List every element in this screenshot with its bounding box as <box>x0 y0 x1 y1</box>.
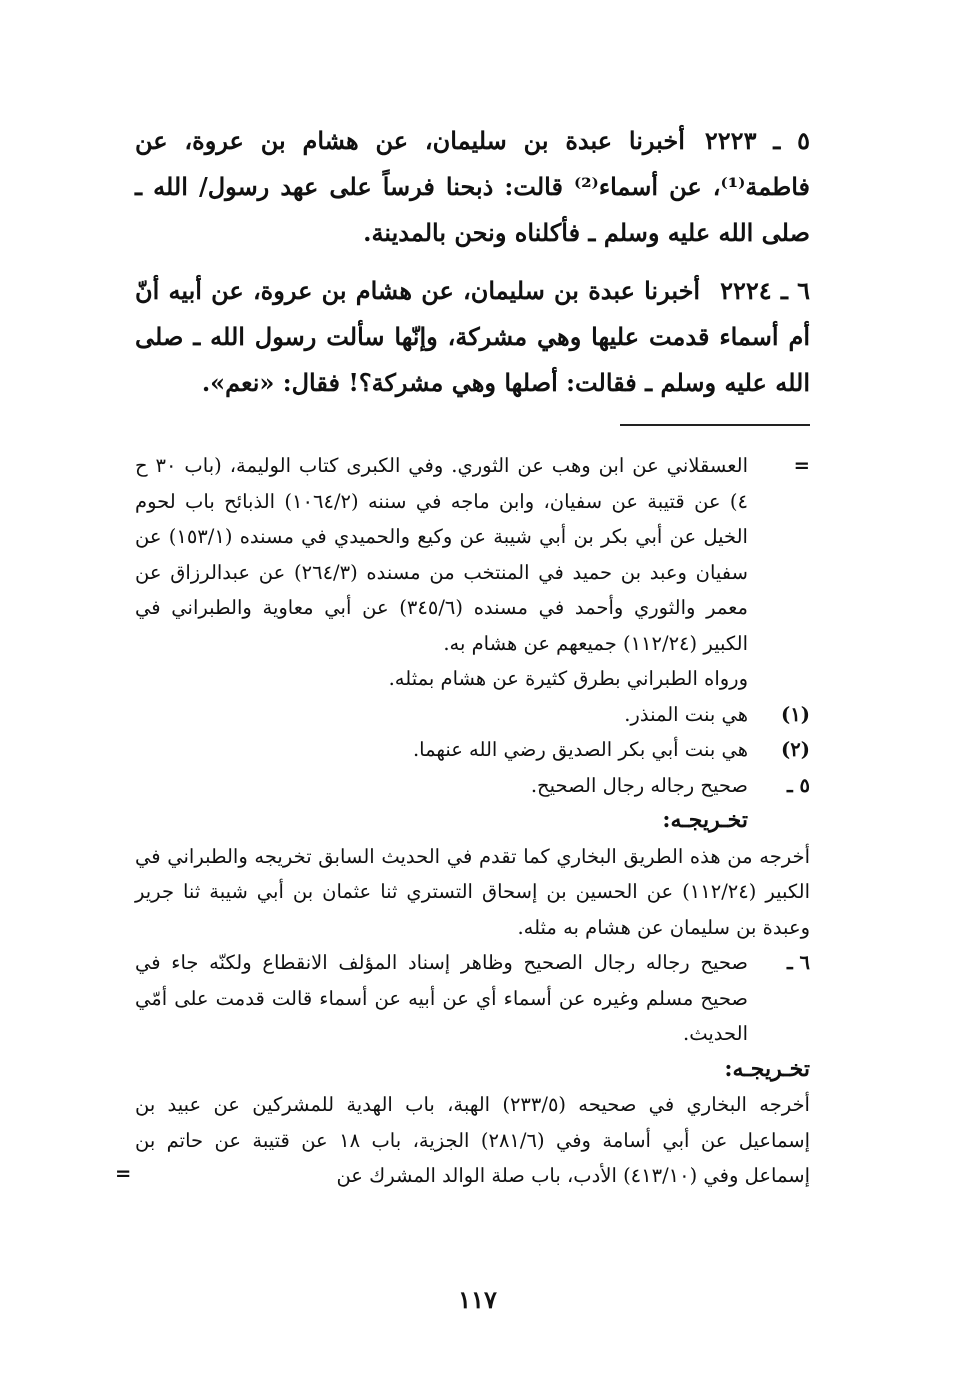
hadith-2224 <box>135 268 810 406</box>
hadith-text: أخبرنا عبدة بن سليمان، عن هشام بن عروة، عن أبيه أنّ أم أسماء قدمت عليها وهي مشركة، وإنّها سألت رسول الله ـ صلى الله عليه وسلم ـ فقالت: أصلها وهي مشركة؟! فقال: «نعم». <box>135 276 810 397</box>
hadith-number: ٦ ـ ٢٢٢٤ <box>720 276 810 305</box>
footnote-marker: (١) <box>781 702 810 726</box>
takhrij-text: أخرجه من هذه الطريق البخاري كما تقدم في الحديث السابق تخريجه والطبراني في الكبير (١١٢/٢٤) عن الحسين بن إسحاق التستري ثنا عثمان بن أبي شيبة ثنا جرير وعبدة بن سليمان عن هشام به مثله. <box>135 844 811 939</box>
note-text: صحيح رجاله رجال الصحيح. <box>530 773 748 797</box>
footnote-text: هي بنت المنذر. <box>624 702 748 726</box>
takhrij-body: أخرجه البخاري في صحيحه (٢٣٣/٥) الهبة، باب الهدية للمشركين عن عبيد بن إسماعيل عن أبي أسامة وفي (٢٨١/٦) الجزية، باب ١٨ عن قتيبة عن حاتم بن إسماعل وفي (٤١٣/١٠) الأدب، باب صلة الوالد المشرك عن <box>135 1093 811 1187</box>
note-marker: ٥ ـ <box>787 773 810 797</box>
note-marker: ٦ ـ <box>787 951 810 974</box>
footnote-text: هي بنت أبي بكر الصديق رضي الله عنهما. <box>412 738 748 761</box>
footnote-text-extra: ورواه الطبراني بطرق كثيرة عن هشام بمثله. <box>388 667 748 690</box>
note-hadith-5 <box>135 768 810 804</box>
takhrij-heading: تخـريجـه: <box>662 807 748 833</box>
footnotes <box>115 448 811 1194</box>
takhrij-text <box>115 1087 811 1194</box>
main-text <box>135 118 810 418</box>
footnote-1 <box>135 697 810 733</box>
hadith-text: أخبرنا عبدة بن سليمان، عن هشام بن عروة، عن فاطمة⁽¹⁾، عن أسماء⁽²⁾ قالت: ذبحنا فرساً على عهد رسول/ الله ـ صلى الله عليه وسلم ـ فأكلناه ونحن بالمدينة. <box>135 126 810 247</box>
footnote-separator <box>620 424 810 426</box>
hadith-number: ٥ ـ ٢٢٢٣ <box>704 126 811 155</box>
footnote-2 <box>135 732 810 768</box>
note-text: صحيح رجاله رجال الصحيح وظاهر إسناد المؤلف الانقطاع ولكنّه جاء في صحيح مسلم وغيره عن أسماء أي عن أبيه عن أسماء قالت قدمت على أمّي الحديث. <box>135 951 748 1045</box>
hadith-2223 <box>135 118 810 256</box>
page-number: ١١٧ <box>458 1285 497 1314</box>
takhrij-heading: تخـريجـه: <box>724 1055 810 1082</box>
footnote-continuation <box>135 448 810 661</box>
continuation-marker-end: = <box>115 1162 132 1185</box>
footnote-text: العسقلاني عن ابن وهب عن الثوري. وفي الكبرى كتاب الوليمة، (باب ٣٠ ح ٤) عن قتيبة عن سفيان، وابن ماجه في سننه (١٠٦٤/٢) الذبائح باب لحوم الخيل عن أبي بكر بن أبي شيبة عن وكيع والحميدي في مسنده (١٥٣/١) عن سفيان وعبد بن حميد في المنتخب من مسنده (٢٦٤/٣) عن عبدالرزاق عن معمر والثوري وأحمد في مسنده (٣٤٥/٦) عن أبي معاوية والطبراني في الكبير (١١٢/٢٤) جميعهم عن هشام به. <box>135 454 749 655</box>
note-hadith-6 <box>135 945 810 1052</box>
continuation-marker: = <box>793 454 810 477</box>
footnote-marker: (٢) <box>781 738 810 761</box>
